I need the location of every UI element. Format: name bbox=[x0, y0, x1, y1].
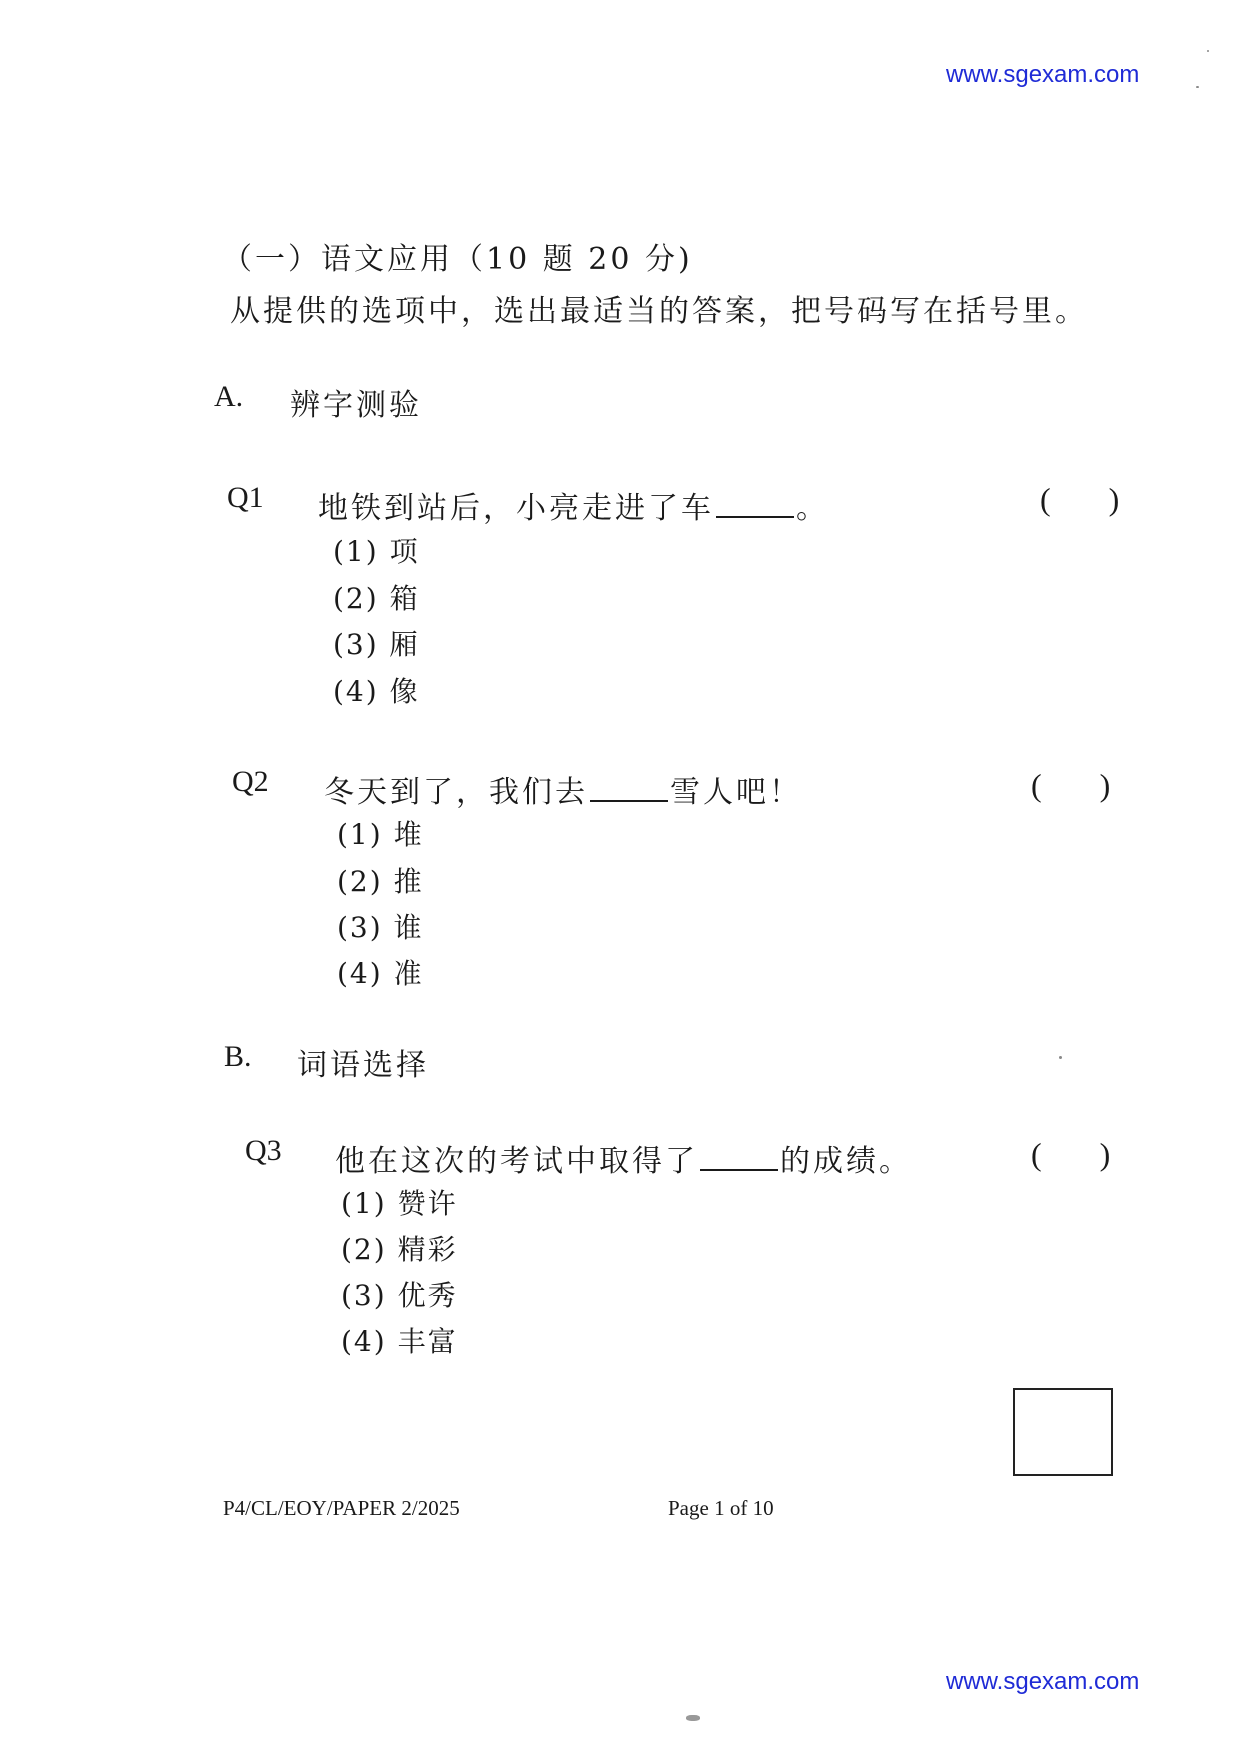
question-number-q2: Q2 bbox=[232, 765, 269, 798]
part-b-label: B. bbox=[224, 1040, 252, 1073]
option-q3-3: (3) 优秀 bbox=[341, 1279, 458, 1312]
answer-bracket-q1[interactable]: ( ) bbox=[1040, 481, 1120, 517]
option-q2-1: (1) 堆 bbox=[337, 818, 424, 851]
part-a-title: 辨字测验 bbox=[290, 388, 422, 423]
paper-code: P4/CL/EOY/PAPER 2/2025 bbox=[223, 1496, 460, 1520]
answer-blank-q3 bbox=[700, 1168, 778, 1171]
answer-blank-q2 bbox=[590, 799, 668, 802]
option-q3-1: (1) 赞许 bbox=[341, 1187, 458, 1220]
option-q1-1: (1) 项 bbox=[333, 535, 420, 568]
answer-bracket-q3[interactable]: ( ) bbox=[1031, 1136, 1111, 1172]
question-text-q2: 冬天到了，我们去 雪人吧！ bbox=[324, 775, 802, 810]
option-q3-4: (4) 丰富 bbox=[341, 1325, 458, 1358]
watermark-top: www.sgexam.com bbox=[946, 61, 1140, 88]
page-number: Page 1 of 10 bbox=[668, 1496, 774, 1520]
scan-speck bbox=[1196, 86, 1199, 88]
option-q1-2: (2) 箱 bbox=[333, 582, 420, 615]
watermark-bottom: www.sgexam.com bbox=[946, 1668, 1140, 1695]
option-q1-3: (3) 厢 bbox=[333, 628, 420, 661]
part-b-title: 词语选择 bbox=[297, 1048, 429, 1083]
section-instruction: 从提供的选项中，选出最适当的答案，把号码写在括号里。 bbox=[230, 294, 1088, 329]
question-text-q1: 地铁到站后，小亮走进了车 。 bbox=[318, 491, 829, 526]
section-title: （一）语文应用（10 题 20 分) bbox=[222, 242, 693, 277]
option-q1-4: (4) 像 bbox=[333, 675, 420, 708]
answer-blank-q1 bbox=[716, 515, 794, 518]
option-q2-3: (3) 谁 bbox=[337, 911, 424, 944]
option-q2-4: (4) 准 bbox=[337, 957, 424, 990]
question-number-q1: Q1 bbox=[227, 481, 264, 514]
option-q3-2: (2) 精彩 bbox=[341, 1233, 458, 1266]
question-number-q3: Q3 bbox=[245, 1134, 282, 1167]
scan-mark bbox=[686, 1715, 700, 1721]
scan-speck bbox=[1207, 50, 1209, 52]
scan-speck bbox=[1059, 1056, 1062, 1059]
part-a-label: A. bbox=[214, 380, 244, 413]
question-text-q3: 他在这次的考试中取得了 的成绩。 bbox=[335, 1144, 912, 1179]
answer-bracket-q2[interactable]: ( ) bbox=[1031, 767, 1111, 803]
option-q2-2: (2) 推 bbox=[337, 865, 424, 898]
score-box[interactable] bbox=[1013, 1388, 1113, 1476]
